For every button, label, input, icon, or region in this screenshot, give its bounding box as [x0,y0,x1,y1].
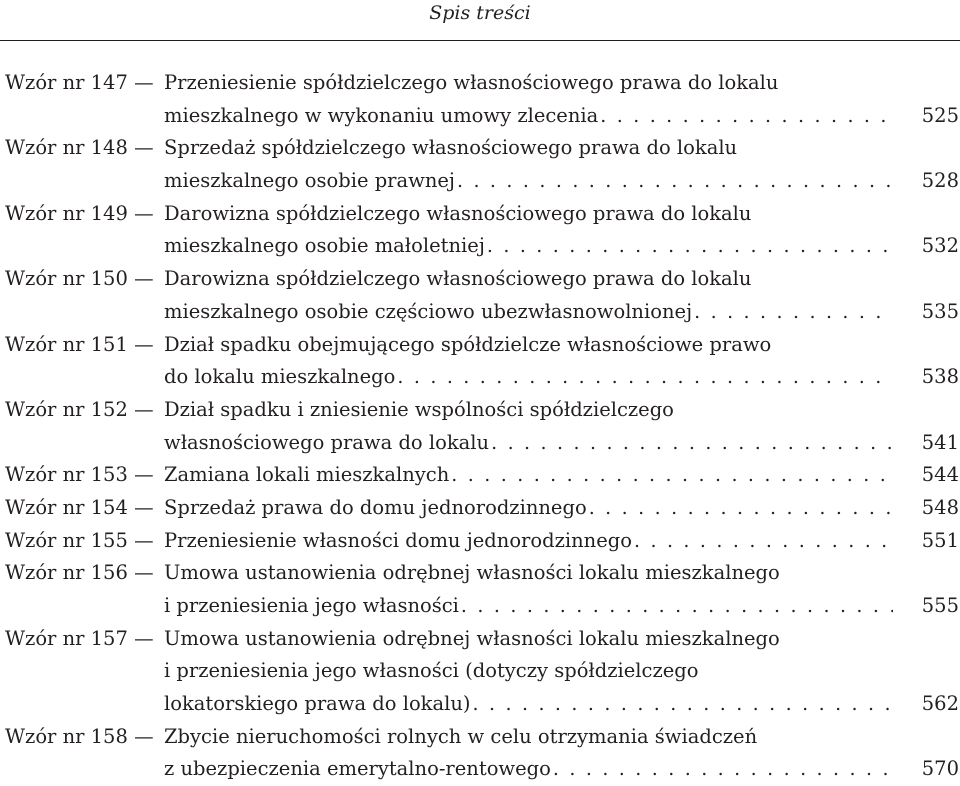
toc-entry-line [0,688,960,721]
entry-number: Wzór nr 158 — [5,724,154,748]
toc-entry-line [0,198,960,231]
toc-entry-line [0,557,960,590]
toc-entry-line [0,394,960,427]
dot-leader [457,165,893,198]
toc-entry-line [0,525,960,558]
page-number: 528 [921,169,959,193]
page-number: 532 [921,234,959,258]
entry-number: Wzór nr 147 — [5,71,154,94]
entry-title: Umowa ustanowienia odrębnej własności lokalu mieszkalnego [164,626,780,650]
entry-number: Wzór nr 155 — [5,528,154,552]
entry-title: z ubezpieczenia emerytalno-rentowego [164,757,551,781]
entry-title: Darowizna spółdzielczego własnościowego prawa do lokalu [164,201,752,225]
toc-entry-line [0,100,960,133]
entry-title: Sprzedaż spółdzielczego własnościowego prawa do lokalu [164,136,738,160]
entry-title: mieszkalnego osobie prawnej [164,169,455,193]
dot-leader [491,427,893,460]
page-number: 562 [921,692,959,716]
toc-entry-line [0,296,960,329]
entry-number: Wzór nr 156 — [5,561,154,585]
dot-leader [473,688,893,721]
entry-number: Wzór nr 157 — [5,626,154,650]
entry-title: Zamiana lokali mieszkalnych [164,463,450,487]
page-number: 570 [921,757,959,781]
toc-entry-line [0,165,960,198]
entry-title: własnościowego prawa do lokalu [164,430,490,454]
toc-entry[interactable] [0,198,960,263]
toc-entry-line [0,459,960,492]
entry-title: Dział spadku i zniesienie wspólności spółdzielczego [164,397,674,421]
entry-title: mieszkalnego w wykonaniu umowy zlecenia [164,103,599,127]
toc-entry-line [0,721,960,754]
toc-entry-line [0,230,960,263]
toc-entry[interactable] [0,329,960,394]
toc-entry[interactable] [0,557,960,622]
entry-number: Wzór nr 153 — [5,463,154,487]
entry-title: Zbycie nieruchomości rolnych w celu otrzymania świadczeń [164,724,758,748]
entry-number: Wzór nr 154 — [5,495,154,519]
toc-entry-line [0,263,960,296]
toc-entry[interactable] [0,263,960,328]
entry-title: mieszkalnego osobie częściowo ubezwłasnowolnionej [164,299,693,323]
dot-leader [461,590,893,623]
entry-number: Wzór nr 148 — [5,136,154,160]
entry-title: Przeniesienie własności domu jednorodzinnego [164,528,632,552]
toc-entry-line [0,67,960,100]
toc-entry-line [0,492,960,525]
toc-entry-line [0,361,960,394]
header-divider [0,40,960,41]
entry-number: Wzór nr 152 — [5,397,154,421]
page-number: 535 [921,299,959,323]
entry-title: lokatorskiego prawa do lokalu) [164,692,471,716]
page-number: 538 [921,365,959,389]
page-title: Spis treści [429,2,531,24]
page-number: 525 [921,103,959,127]
toc-entry[interactable] [0,492,960,525]
toc-entry-line [0,427,960,460]
dot-leader [451,459,893,492]
toc-entry[interactable] [0,623,960,721]
entry-title: Darowizna spółdzielczego własnościowego prawa do lokalu [164,267,752,291]
entry-title: Umowa ustanowienia odrębnej własności lokalu mieszkalnego [164,561,780,585]
page-number: 541 [921,430,959,454]
toc-entry[interactable] [0,459,960,492]
page-header [0,0,960,42]
entry-title: i przeniesienia jego własności (dotyczy spółdzielczego [164,659,699,683]
entry-title: i przeniesienia jego własności [164,594,459,617]
toc-entry-line [0,132,960,165]
entry-title: do lokalu mieszkalnego [164,365,396,389]
toc-entry-line [0,655,960,688]
entry-number: Wzór nr 149 — [5,201,154,225]
toc-entry-line [0,590,960,623]
dot-leader [600,100,893,133]
toc-entry[interactable] [0,525,960,558]
dot-leader [487,230,893,263]
page-number: 544 [921,463,959,487]
page-number: 548 [921,495,959,519]
toc-entry-line [0,623,960,656]
entry-title: Dział spadku obejmującego spółdzielcze własnościowe prawo [164,332,772,356]
entry-title: Sprzedaż prawa do domu jednorodzinnego [164,495,587,519]
dot-leader [694,296,893,329]
entry-number: Wzór nr 151 — [5,332,154,356]
toc-entry-line [0,329,960,362]
entry-number: Wzór nr 150 — [5,267,154,291]
table-of-contents [0,67,960,786]
entry-title: mieszkalnego osobie małoletniej [164,234,485,258]
toc-entry[interactable] [0,132,960,197]
dot-leader [589,492,893,525]
toc-entry[interactable] [0,721,960,786]
toc-entry[interactable] [0,67,960,132]
page-number: 555 [921,594,959,617]
dot-leader [397,361,893,394]
page-number: 551 [921,528,959,552]
dot-leader [634,525,893,558]
entry-title: Przeniesienie spółdzielczego własnościowego prawa do lokalu [164,71,779,94]
toc-entry[interactable] [0,394,960,459]
